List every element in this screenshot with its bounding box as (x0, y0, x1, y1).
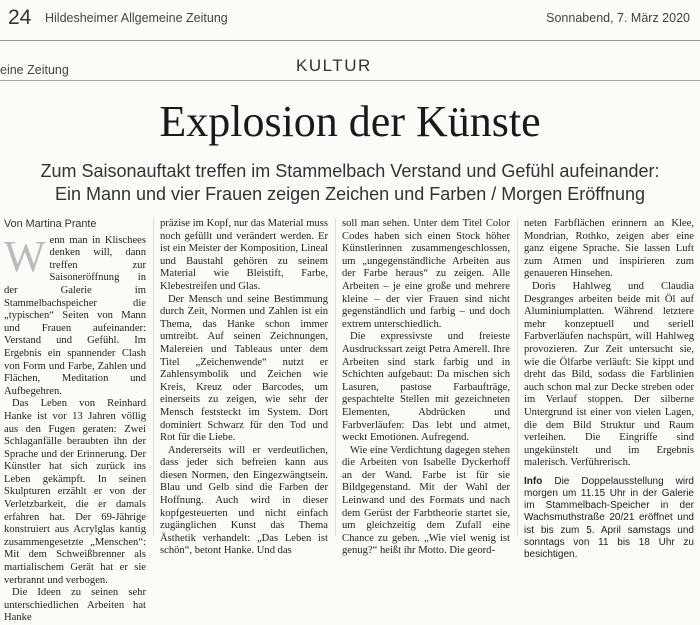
article-column-1 (4, 218, 146, 624)
info-label: Info (524, 475, 543, 487)
drop-cap: W (4, 231, 46, 281)
section-divider (0, 80, 700, 81)
paragraph: Die Ideen zu seinen sehr unterschiedlichen Arbeiten hat Hanke (4, 587, 146, 624)
paragraph: neten Farbflächen erinnern an Klee, Mondrian, Rothko, zeigen aber eine ganz eigene Sprache. Sie lassen Luft zum Atmen und inspirieren zum genaueren Hinsehen. (524, 218, 694, 280)
masthead (0, 0, 700, 44)
info-text: Die Doppelausstellung wird morgen um 11.15 Uhr in der Galerie im Stammelbach-Speicher in der Wachsmuthstraße 20/21 eröffnet und ist bis zum 5. April samstags und sonntags von 11 bis 18 Uhr zu besichtigen. (524, 475, 694, 561)
subheadline-line-2: Ein Mann und vier Frauen zeigen Zeichen und Farben / Morgen Eröffnung (54, 184, 646, 204)
paragraph: Der Mensch und seine Bestimmung durch Zeit, Normen und Zahlen ist ein Thema, das Hanke schon immer umtreibt. Auf seinen Zeichnungen, Malereien und Tableaus unter dem Titel „Zeichenwende“ nutzt er Zahlensymbolik und Zeichen wie Kreis, Kreuz oder Barcodes, um einerseits zu zeigen, wie sehr der Mensch feststeckt im System. Dort dominiert Schwarz für den Tod und Rot für die Liebe. (160, 293, 328, 444)
paper-name: Hildesheimer Allgemeine Zeitung (45, 11, 228, 25)
column-divider (153, 218, 154, 536)
paragraph: soll man sehen. Unter dem Titel Color Codes haben sich einen Stock höher Künstlerinnen zusammengeschlossen, um „ungegenständliche Arbeiten aus der Farbe heraus“ zu zeigen. Alle Arbeiten – je eine große und mehrere kleine – der vier Frauen sind nicht gegenständlich und farbig – und doch extrem unterschiedlich. (342, 218, 510, 330)
paragraph: Das Leben von Reinhard Hanke ist vor 13 Jahren völlig aus den Fugen geraten: Zwei Schlaganfälle beraubten ihn der Sprache und der Erinnerung. Der Künstler hat sich zurück ins Leben gekämpft. In seinen Skulpturen erzählt er von der Verletzbarkeit, die er damals erfahren hat. Der 69-Jährige konstruiert aus Acrylglas kantig zusammengesetzte „Menschen“: Mit dem Schweißbrenner als martialischem Gerät hat er sie verbrannt und verbogen. (4, 398, 146, 586)
article-column-2 (160, 218, 328, 557)
section-title: KULTUR (296, 56, 372, 75)
article-column-4 (524, 218, 694, 561)
headline: Explosion der Künste (159, 97, 541, 146)
column-divider (517, 218, 518, 536)
page-number: 24 (8, 6, 32, 29)
info-box (524, 476, 694, 561)
paragraph: enn man in Klischees denken will, dann treffen zur Saisoneröffnung in der Galerie im Stammelbachspeicher die „typischen“ Seiten von Mann und Frauen aufeinander: Verstand und Gefühl. Im Ergebnis ein spannender Clash von Form und Farbe, Zahlen und Flächen, Meditation und Aufbegehren. (4, 234, 146, 397)
paper-name-partial: eine Zeitung (0, 63, 69, 77)
paragraph: Doris Hahlweg und Claudia Desgranges arbeiten beide mit Öl auf Aluminiumplatten. Während letztere mehr konzeptuell und seriell Farbverläufen nachspürt, will Hahlweg provozieren. Zur Zeit untersucht sie, wie die Ölfarbe verläuft: Sie kippt und dreht das Bild, sodass die Farblinien auch schon mal zur Decke streben oder im Verlauf stoppen. Der silberne Untergrund ist einer von vielen Lagen, die dem Bild Struktur und Raum verleihen. Die Eingriffe sind ungekünstelt und im Ergebnis malerisch. Verführerisch. (524, 280, 694, 469)
byline: Von Martina Prante (4, 218, 97, 230)
issue-date: Sonnabend, 7. März 2020 (546, 11, 690, 25)
masthead-divider (0, 40, 700, 41)
paragraph: Andererseits will er verdeutlichen, dass jeder sich befreien kann aus diesen Normen, den Eingezwängtsein. Blau und Gelb sind die Farben der Hoffnung. Auch wird in dieser kopfgesteuerten und nicht einfach zugänglichen Kunst das Thema Ästhetik verhandelt: „Das Leben ist schön“, betont Hanke. Und das (160, 444, 328, 557)
paragraph: präzise im Kopf, nur das Material muss noch gefüllt und verändert werden. Er ist ein Meister der Komposition, Lineal und Baustahl gehören zu seinem Material wie Bleistift, Farbe, Klebestreifen und Glas. (160, 218, 328, 292)
paragraph: Die expressivste und freieste Ausdruckssart zeigt Petra Amerell. Ihre Arbeiten sind stark farbig und in Schichten aufgebaut: Da mischen sich Lasuren, pastose Farbaufträge, gespachtelte Stellen mit gezeichneten Elementen, Abdrücken und Farbverläufen: Das lebt und atmet, weckt Emotionen. Aufregend. (342, 331, 510, 444)
column-divider (335, 218, 336, 536)
paragraph: Wie eine Verdichtung dagegen stehen die Arbeiten von Isabelle Dyckerhoff an der Wand. Farbe ist für sie Bildgegenstand. Mit der Wahl der Leinwand und des Formats und nach dem Gerüst der Farbtheorie startet sie, um gleichzeitig dem Zufall eine Chance zu geben. „Wie viel wenig ist genug?“ heißt ihr Motto. Die geord- (342, 444, 510, 557)
article-column-3 (342, 218, 510, 557)
subheadline-line-1: Zum Saisonauftakt treffen im Stammelbach Verstand und Gefühl aufeinander: (40, 161, 660, 181)
